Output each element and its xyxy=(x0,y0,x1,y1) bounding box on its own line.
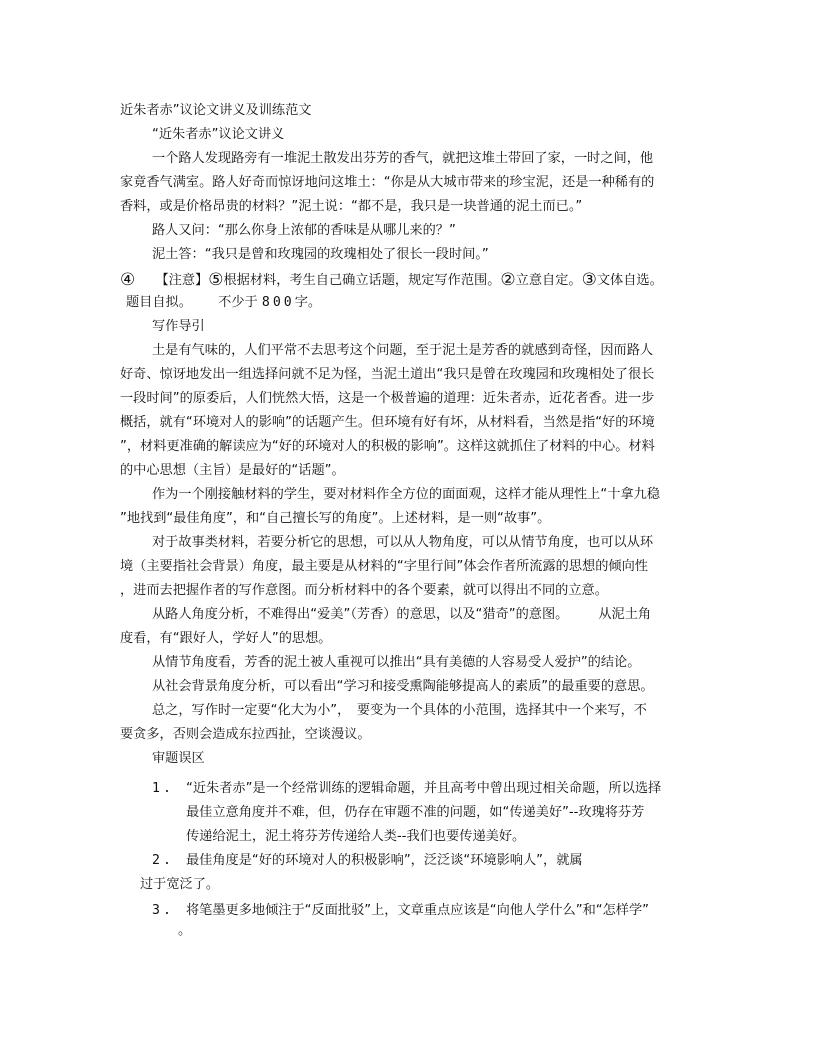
word-count: 800 xyxy=(261,295,295,310)
guide-line: 好奇、惊讶地发出一组选择问就不足为怪，当泥土道出“我只是曾在玫瑰园和玫瑰相处了很长 xyxy=(120,367,655,382)
material-line: 香料，或是价格昂贵的材料？”泥土说：“都不是，我只是一块普通的泥土而已。” xyxy=(120,199,583,214)
guide-line: 从情节角度看，芳香的泥土被人重视可以推出“具有美德的人容易受人爱护”的结论。 xyxy=(152,655,641,670)
material-line: 泥土答：“我只是曾和玫瑰园的玫瑰相处了很长一段时间。” xyxy=(152,247,489,262)
notice-item: 字。 xyxy=(294,295,322,310)
guide-line: 境（主要指社会背景）角度，最主要是从材料的“字里行间”体会作者所流露的思想的倾向性 xyxy=(120,559,648,574)
notice-item: 文体自选。 xyxy=(596,273,663,288)
guide-line: 从社会背景角度分析，可以看出“学习和接受熏陶能够提高人的素质”的最重要的意思。 xyxy=(152,679,654,694)
circled-number-mark: ⑤ xyxy=(208,270,224,290)
notice-item: 题目自拟。 xyxy=(126,295,192,310)
error-line: 最佳角度是“好的环境对人的积极影响”，泛泛谈“环境影响人”，就属 xyxy=(186,853,583,868)
guide-text: 从路人角度分析，不难得出“爱美”（芳香）的意思，以及“猎奇”的意图。 xyxy=(152,607,569,622)
list-number: 2. xyxy=(152,853,174,868)
guide-line xyxy=(152,606,651,624)
guide-text: 从泥土角 xyxy=(598,607,652,622)
guide-line: 要贪多，否则会造成东拉西扯，空谈漫议。 xyxy=(120,727,371,742)
section-heading: 写作导引 xyxy=(152,319,205,334)
guide-line: 度看，有“跟好人，学好人”的思想。 xyxy=(120,631,332,646)
material-line: 路人又问：“那么你身上浓郁的香味是从哪儿来的？” xyxy=(152,223,456,238)
guide-line: ”地找到“最佳角度”，和“自己擅长写的角度”。上述材料，是一则“故事”。 xyxy=(120,511,551,526)
error-line: 。 xyxy=(178,923,192,938)
circled-number-mark: ② xyxy=(500,270,516,290)
circled-number-mark: ③ xyxy=(581,270,597,290)
error-line: 传递给泥土，泥土将芬芳传递给人类--我们也要传递美好。 xyxy=(186,829,526,844)
notice-line xyxy=(126,294,321,312)
guide-line: 的中心思想（主旨）是最好的“话题”。 xyxy=(120,463,345,478)
guide-line: 概括，就有“环境对人的影响”的话题产生。但环境有好有坏，从材料看，当然是指“好的环境 xyxy=(120,415,655,430)
notice-line xyxy=(120,270,663,290)
guide-line: 土是有气味的，人们平常不去思考这个问题，至于泥土是芳香的就感到奇怪，因而路人 xyxy=(152,343,654,358)
guide-line: 对于故事类材料，若要分析它的思想，可以从人物角度，可以从情节角度，也可以从环 xyxy=(152,535,654,550)
guide-line: 作为一个刚接触材料的学生，要对材料作全方位的面面观，这样才能从理性上“十拿九稳 xyxy=(152,487,660,502)
document-title: 近朱者赤”议论文讲义及训练范文 xyxy=(120,103,312,118)
notice-item: 根据材料，考生自己确立话题，规定写作范围。 xyxy=(223,273,501,288)
error-line: 最佳立意角度并不难，但，仍存在审题不准的问题，如“传递美好”--玫瑰将芬芳 xyxy=(186,805,645,820)
notice-label: 【注意】 xyxy=(155,273,209,288)
material-line: 家竟香气满室。路人好奇而惊讶地问这堆土：“你是从大城市带来的珍宝泥，还是一种稀有的 xyxy=(120,175,655,190)
list-number: 3. xyxy=(152,903,174,918)
notice-item: 立意自定。 xyxy=(515,273,582,288)
notice-item: 不少于 xyxy=(218,295,258,310)
error-line: 过于宽泛了。 xyxy=(140,877,220,892)
error-line: 将笔墨更多地倾注于“反面批驳”上，文章重点应该是“向他人学什么”和“怎样学” xyxy=(186,903,649,918)
guide-line: 一段时间”的原委后，人们恍然大悟，这是一个极普遍的道理：近朱者赤，近花者香。进一步 xyxy=(120,391,655,406)
guide-line: ，进而去把握作者的写作意图。而分析材料中的各个要素，就可以得出不同的立意。 xyxy=(120,583,608,598)
list-number: 1. xyxy=(152,781,174,796)
section-heading: 审题误区 xyxy=(152,751,205,766)
document-subtitle: “近朱者赤”议论文讲义 xyxy=(152,127,285,142)
guide-line: ”，材料更准确的解读应为“好的环境对人的积极的影响”。这样这就抓住了材料的中心。材料 xyxy=(120,439,655,454)
circled-number-mark: ④ xyxy=(120,270,136,290)
guide-line: 总之，写作时一定要“化大为小”， 要变为一个具体的小范围，选择其中一个来写，不 xyxy=(152,703,647,718)
error-line: “近朱者赤”是一个经常训练的逻辑命题，并且高考中曾出现过相关命题，所以选择 xyxy=(186,781,662,796)
material-line: 一个路人发现路旁有一堆泥土散发出芬芳的香气，就把这堆土带回了家，一时之间，他 xyxy=(152,151,654,166)
